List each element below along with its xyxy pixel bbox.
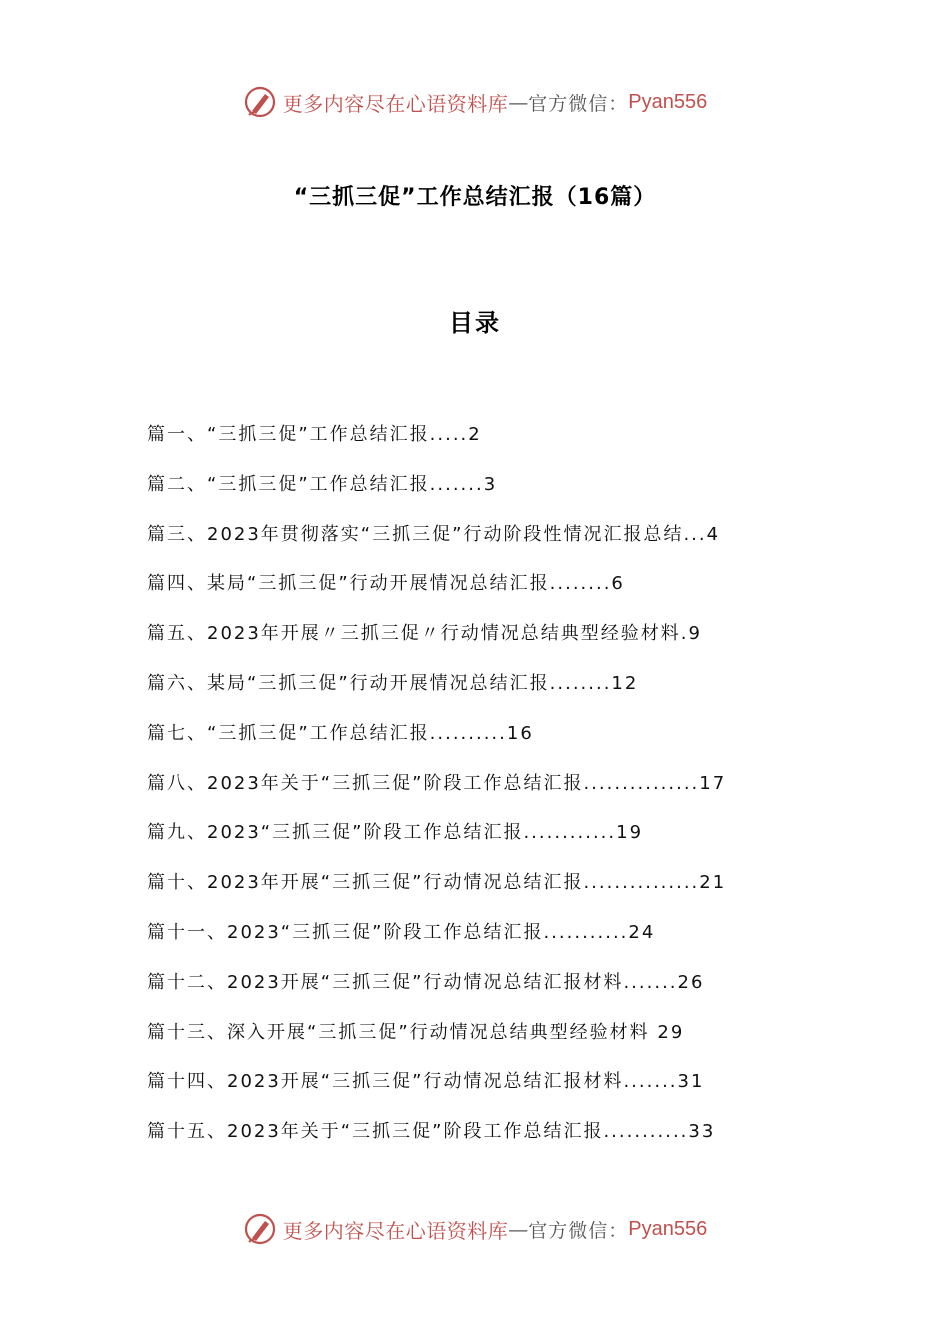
footer-banner: [0, 1209, 950, 1249]
toc-entry[interactable]: 篇一、“三抓三促”工作总结汇报.....2: [147, 424, 482, 445]
document-title: “三抓三促”工作总结汇报（16篇）: [293, 185, 657, 210]
banner-separator: —: [508, 90, 529, 114]
toc-entry[interactable]: 篇六、某局“三抓三促”行动开展情况总结汇报........12: [147, 672, 639, 694]
banner-main-text: 更多内容尽在心语资料库: [282, 1218, 509, 1243]
toc-entry[interactable]: 篇十一、2023“三抓三促”阶段工作总结汇报...........24: [147, 921, 656, 943]
toc-entry[interactable]: 篇十二、2023开展“三抓三促”行动情况总结汇报材料.......26: [147, 971, 705, 993]
toc-entry[interactable]: 篇二、“三抓三促”工作总结汇报.......3: [147, 473, 498, 495]
toc-entry[interactable]: 篇十五、2023年关于“三抓三促”阶段工作总结汇报...........33: [147, 1121, 716, 1143]
banner-wechat-handle: Pyan556: [628, 1217, 708, 1240]
pen-logo-icon: [243, 85, 277, 119]
toc-entry[interactable]: 篇九、2023“三抓三促”阶段工作总结汇报............19: [147, 822, 644, 844]
banner-main-text: 更多内容尽在心语资料库: [282, 91, 509, 116]
table-of-contents: [147, 418, 827, 1165]
header-banner: [0, 82, 950, 122]
banner-wechat-label: 官方微信：: [528, 92, 629, 115]
banner-wechat-handle: Pyan556: [628, 90, 708, 113]
toc-heading: 目录: [449, 309, 501, 337]
toc-entry[interactable]: 篇十三、深入开展“三抓三促”行动情况总结典型经验材料 29: [147, 1021, 685, 1043]
toc-entry[interactable]: 篇十四、2023开展“三抓三促”行动情况总结汇报材料.......31: [147, 1071, 705, 1093]
toc-entry[interactable]: 篇三、2023年贯彻落实“三抓三促”行动阶段性情况汇报总结...4: [147, 523, 721, 545]
toc-entry[interactable]: 篇七、“三抓三促”工作总结汇报..........16: [147, 722, 534, 744]
toc-entry[interactable]: 篇五、2023年开展〃三抓三促〃行动情况总结典型经验材料.9: [147, 623, 702, 645]
banner-separator: —: [508, 1217, 529, 1241]
toc-entry[interactable]: 篇十、2023年开展“三抓三促”行动情况总结汇报...............21: [147, 872, 727, 894]
toc-entry[interactable]: 篇八、2023年关于“三抓三促”阶段工作总结汇报...............17: [147, 772, 727, 794]
banner-wechat-label: 官方微信：: [528, 1219, 629, 1242]
pen-logo-icon: [243, 1212, 277, 1246]
toc-entry[interactable]: 篇四、某局“三抓三促”行动开展情况总结汇报........6: [147, 573, 625, 595]
